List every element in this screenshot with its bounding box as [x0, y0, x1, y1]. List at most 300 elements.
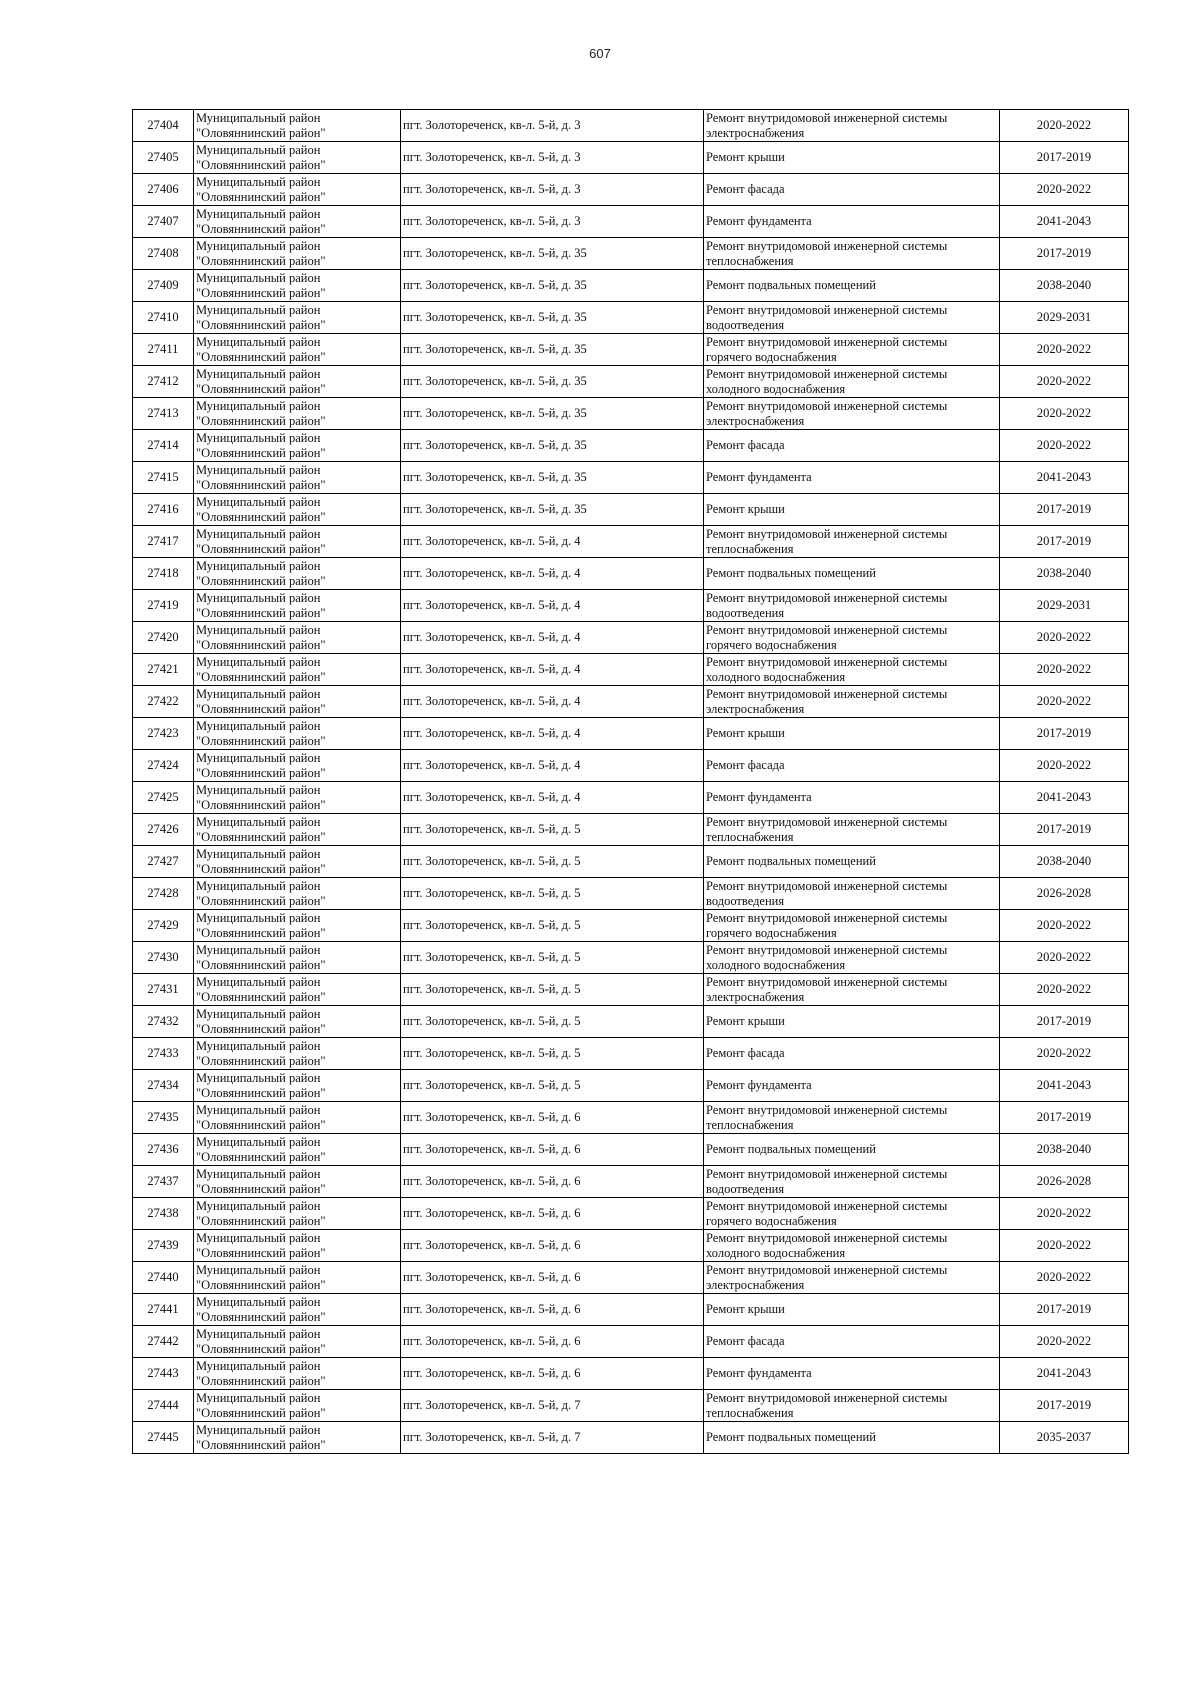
work-type-line-1: Ремонт внутридомовой инженерной системы	[706, 334, 948, 349]
period-cell: 2017-2019	[1000, 526, 1129, 558]
municipality-cell	[194, 142, 401, 174]
work-type-cell	[704, 878, 1000, 910]
row-number: 27438	[133, 1198, 194, 1230]
row-number: 27407	[133, 206, 194, 238]
work-type-cell	[704, 462, 1000, 494]
address-cell: пгт. Золотореченск, кв-л. 5-й, д. 6	[401, 1326, 704, 1358]
municipality-line-1: Муниципальный район	[196, 462, 321, 477]
municipality-line-2: "Оловяннинский район"	[196, 317, 326, 332]
row-number: 27437	[133, 1166, 194, 1198]
table-row	[133, 558, 1129, 590]
row-number: 27425	[133, 782, 194, 814]
address-cell: пгт. Золотореченск, кв-л. 5-й, д. 5	[401, 942, 704, 974]
municipality-line-1: Муниципальный район	[196, 174, 321, 189]
municipality-line-1: Муниципальный район	[196, 558, 321, 573]
address-cell: пгт. Золотореченск, кв-л. 5-й, д. 35	[401, 462, 704, 494]
address-cell: пгт. Золотореченск, кв-л. 5-й, д. 6	[401, 1166, 704, 1198]
municipality-line-1: Муниципальный район	[196, 846, 321, 861]
work-type-line-1: Ремонт крыши	[706, 1302, 785, 1316]
table-row	[133, 270, 1129, 302]
work-type-cell	[704, 590, 1000, 622]
period-cell: 2020-2022	[1000, 398, 1129, 430]
address-cell: пгт. Золотореченск, кв-л. 5-й, д. 6	[401, 1358, 704, 1390]
municipality-cell	[194, 494, 401, 526]
address-cell: пгт. Золотореченск, кв-л. 5-й, д. 5	[401, 1038, 704, 1070]
row-number: 27412	[133, 366, 194, 398]
work-type-line-2: теплоснабжения	[706, 253, 794, 268]
row-number: 27404	[133, 110, 194, 142]
row-number: 27436	[133, 1134, 194, 1166]
row-number: 27432	[133, 1006, 194, 1038]
municipality-cell	[194, 174, 401, 206]
work-type-line-2: водоотведения	[706, 893, 785, 908]
address-cell: пгт. Золотореченск, кв-л. 5-й, д. 4	[401, 750, 704, 782]
address-cell: пгт. Золотореченск, кв-л. 5-й, д. 6	[401, 1102, 704, 1134]
address-cell: пгт. Золотореченск, кв-л. 5-й, д. 4	[401, 782, 704, 814]
municipality-line-2: "Оловяннинский район"	[196, 125, 326, 140]
municipality-line-1: Муниципальный район	[196, 1422, 321, 1437]
table-row	[133, 622, 1129, 654]
work-type-cell	[704, 1422, 1000, 1454]
row-number: 27417	[133, 526, 194, 558]
municipality-cell	[194, 398, 401, 430]
municipality-line-2: "Оловяннинский район"	[196, 477, 326, 492]
work-type-line-2: холодного водоснабжения	[706, 1245, 846, 1260]
address-cell: пгт. Золотореченск, кв-л. 5-й, д. 3	[401, 110, 704, 142]
municipality-line-1: Муниципальный район	[196, 238, 321, 253]
municipality-cell	[194, 1262, 401, 1294]
period-cell: 2041-2043	[1000, 462, 1129, 494]
period-cell: 2026-2028	[1000, 878, 1129, 910]
table-row	[133, 1326, 1129, 1358]
work-type-line-2: электроснабжения	[706, 125, 805, 140]
work-type-line-1: Ремонт подвальных помещений	[706, 278, 876, 292]
table-row	[133, 1166, 1129, 1198]
municipality-cell	[194, 590, 401, 622]
work-type-line-2: теплоснабжения	[706, 541, 794, 556]
table-row	[133, 526, 1129, 558]
period-cell: 2017-2019	[1000, 1006, 1129, 1038]
period-cell: 2041-2043	[1000, 206, 1129, 238]
municipality-line-2: "Оловяннинский район"	[196, 861, 326, 876]
municipality-line-1: Муниципальный район	[196, 686, 321, 701]
table-row	[133, 1038, 1129, 1070]
period-cell: 2017-2019	[1000, 494, 1129, 526]
work-type-cell	[704, 1006, 1000, 1038]
municipality-line-2: "Оловяннинский район"	[196, 605, 326, 620]
municipality-line-1: Муниципальный район	[196, 142, 321, 157]
municipality-line-2: "Оловяннинский район"	[196, 1437, 326, 1452]
municipality-line-2: "Оловяннинский район"	[196, 733, 326, 748]
work-type-line-1: Ремонт крыши	[706, 726, 785, 740]
municipality-cell	[194, 526, 401, 558]
period-cell: 2041-2043	[1000, 782, 1129, 814]
table-row	[133, 910, 1129, 942]
address-cell: пгт. Золотореченск, кв-л. 5-й, д. 5	[401, 814, 704, 846]
work-type-cell	[704, 302, 1000, 334]
work-type-line-1: Ремонт крыши	[706, 502, 785, 516]
work-type-cell	[704, 366, 1000, 398]
address-cell: пгт. Золотореченск, кв-л. 5-й, д. 3	[401, 142, 704, 174]
address-cell: пгт. Золотореченск, кв-л. 5-й, д. 3	[401, 174, 704, 206]
table-row	[133, 142, 1129, 174]
work-type-cell	[704, 110, 1000, 142]
municipality-line-2: "Оловяннинский район"	[196, 1181, 326, 1196]
municipality-cell	[194, 206, 401, 238]
table-row	[133, 174, 1129, 206]
work-type-cell	[704, 1230, 1000, 1262]
work-type-line-2: горячего водоснабжения	[706, 349, 837, 364]
work-type-line-2: холодного водоснабжения	[706, 381, 846, 396]
work-type-line-1: Ремонт фасада	[706, 1334, 785, 1348]
address-cell: пгт. Золотореченск, кв-л. 5-й, д. 4	[401, 686, 704, 718]
period-cell: 2020-2022	[1000, 430, 1129, 462]
work-type-line-2: теплоснабжения	[706, 1405, 794, 1420]
work-type-line-2: горячего водоснабжения	[706, 1213, 837, 1228]
municipality-line-1: Муниципальный район	[196, 782, 321, 797]
work-type-cell	[704, 1070, 1000, 1102]
row-number: 27439	[133, 1230, 194, 1262]
work-type-cell	[704, 1102, 1000, 1134]
period-cell: 2038-2040	[1000, 1134, 1129, 1166]
municipality-line-1: Муниципальный район	[196, 334, 321, 349]
address-cell: пгт. Золотореченск, кв-л. 5-й, д. 5	[401, 974, 704, 1006]
municipality-line-2: "Оловяннинский район"	[196, 1373, 326, 1388]
period-cell: 2029-2031	[1000, 590, 1129, 622]
work-type-line-1: Ремонт фундамента	[706, 790, 812, 804]
work-type-cell	[704, 1134, 1000, 1166]
municipality-line-1: Муниципальный район	[196, 110, 321, 125]
municipality-line-2: "Оловяннинский район"	[196, 669, 326, 684]
work-type-line-1: Ремонт внутридомовой инженерной системы	[706, 878, 948, 893]
work-type-line-2: теплоснабжения	[706, 829, 794, 844]
period-cell: 2017-2019	[1000, 814, 1129, 846]
work-type-cell	[704, 238, 1000, 270]
municipality-line-1: Муниципальный район	[196, 526, 321, 541]
period-cell: 2020-2022	[1000, 974, 1129, 1006]
table-row	[133, 334, 1129, 366]
municipality-cell	[194, 1006, 401, 1038]
repair-schedule-table	[132, 109, 1129, 1454]
row-number: 27430	[133, 942, 194, 974]
work-type-cell	[704, 910, 1000, 942]
table-row	[133, 1262, 1129, 1294]
row-number: 27414	[133, 430, 194, 462]
municipality-line-1: Муниципальный район	[196, 974, 321, 989]
table-row	[133, 1422, 1129, 1454]
work-type-cell	[704, 622, 1000, 654]
municipality-line-2: "Оловяннинский район"	[196, 573, 326, 588]
municipality-line-2: "Оловяннинский район"	[196, 1021, 326, 1036]
work-type-line-2: холодного водоснабжения	[706, 669, 846, 684]
municipality-cell	[194, 686, 401, 718]
table-row	[133, 1294, 1129, 1326]
municipality-cell	[194, 238, 401, 270]
work-type-cell	[704, 846, 1000, 878]
work-type-cell	[704, 814, 1000, 846]
municipality-line-2: "Оловяннинский район"	[196, 829, 326, 844]
municipality-line-2: "Оловяннинский район"	[196, 637, 326, 652]
period-cell: 2020-2022	[1000, 366, 1129, 398]
work-type-line-1: Ремонт подвальных помещений	[706, 1142, 876, 1156]
table-row	[133, 750, 1129, 782]
work-type-line-2: горячего водоснабжения	[706, 637, 837, 652]
work-type-line-1: Ремонт внутридомовой инженерной системы	[706, 654, 948, 669]
municipality-line-2: "Оловяннинский район"	[196, 1053, 326, 1068]
work-type-line-2: теплоснабжения	[706, 1117, 794, 1132]
work-type-line-1: Ремонт фундамента	[706, 214, 812, 228]
row-number: 27429	[133, 910, 194, 942]
table-row	[133, 814, 1129, 846]
table-row	[133, 1134, 1129, 1166]
work-type-line-1: Ремонт фундамента	[706, 470, 812, 484]
municipality-line-2: "Оловяннинский район"	[196, 541, 326, 556]
table-row	[133, 494, 1129, 526]
municipality-line-1: Муниципальный район	[196, 430, 321, 445]
period-cell: 2041-2043	[1000, 1358, 1129, 1390]
row-number: 27431	[133, 974, 194, 1006]
municipality-cell	[194, 1294, 401, 1326]
table-row	[133, 1358, 1129, 1390]
work-type-cell	[704, 526, 1000, 558]
period-cell: 2017-2019	[1000, 718, 1129, 750]
municipality-cell	[194, 814, 401, 846]
work-type-line-2: электроснабжения	[706, 701, 805, 716]
address-cell: пгт. Золотореченск, кв-л. 5-й, д. 35	[401, 398, 704, 430]
municipality-cell	[194, 1326, 401, 1358]
work-type-cell	[704, 494, 1000, 526]
address-cell: пгт. Золотореченск, кв-л. 5-й, д. 6	[401, 1198, 704, 1230]
period-cell: 2020-2022	[1000, 110, 1129, 142]
row-number: 27428	[133, 878, 194, 910]
row-number: 27420	[133, 622, 194, 654]
work-type-line-1: Ремонт подвальных помещений	[706, 566, 876, 580]
table-row	[133, 846, 1129, 878]
work-type-line-1: Ремонт внутридомовой инженерной системы	[706, 590, 948, 605]
work-type-cell	[704, 334, 1000, 366]
period-cell: 2038-2040	[1000, 558, 1129, 590]
period-cell: 2017-2019	[1000, 238, 1129, 270]
address-cell: пгт. Золотореченск, кв-л. 5-й, д. 35	[401, 302, 704, 334]
work-type-cell	[704, 1038, 1000, 1070]
municipality-cell	[194, 1422, 401, 1454]
municipality-line-2: "Оловяннинский район"	[196, 509, 326, 524]
table-row	[133, 974, 1129, 1006]
address-cell: пгт. Золотореченск, кв-л. 5-й, д. 6	[401, 1230, 704, 1262]
municipality-line-1: Муниципальный район	[196, 942, 321, 957]
work-type-line-1: Ремонт внутридомовой инженерной системы	[706, 366, 948, 381]
work-type-cell	[704, 1294, 1000, 1326]
period-cell: 2020-2022	[1000, 654, 1129, 686]
period-cell: 2029-2031	[1000, 302, 1129, 334]
table-row	[133, 878, 1129, 910]
work-type-line-2: электроснабжения	[706, 989, 805, 1004]
municipality-line-1: Муниципальный район	[196, 622, 321, 637]
municipality-cell	[194, 110, 401, 142]
row-number: 27424	[133, 750, 194, 782]
address-cell: пгт. Золотореченск, кв-л. 5-й, д. 35	[401, 366, 704, 398]
work-type-line-1: Ремонт фасада	[706, 1046, 785, 1060]
municipality-cell	[194, 1390, 401, 1422]
work-type-cell	[704, 1390, 1000, 1422]
work-type-line-1: Ремонт внутридомовой инженерной системы	[706, 1230, 948, 1245]
work-type-line-1: Ремонт внутридомовой инженерной системы	[706, 622, 948, 637]
work-type-line-1: Ремонт фундамента	[706, 1366, 812, 1380]
work-type-cell	[704, 974, 1000, 1006]
work-type-line-1: Ремонт фасада	[706, 182, 785, 196]
row-number: 27441	[133, 1294, 194, 1326]
address-cell: пгт. Золотореченск, кв-л. 5-й, д. 4	[401, 590, 704, 622]
work-type-cell	[704, 1166, 1000, 1198]
work-type-line-1: Ремонт внутридомовой инженерной системы	[706, 974, 948, 989]
municipality-cell	[194, 846, 401, 878]
municipality-cell	[194, 1358, 401, 1390]
municipality-line-1: Муниципальный район	[196, 878, 321, 893]
table-row	[133, 1102, 1129, 1134]
work-type-line-1: Ремонт внутридомовой инженерной системы	[706, 110, 948, 125]
period-cell: 2020-2022	[1000, 1326, 1129, 1358]
row-number: 27419	[133, 590, 194, 622]
work-type-cell	[704, 1262, 1000, 1294]
period-cell: 2041-2043	[1000, 1070, 1129, 1102]
address-cell: пгт. Золотореченск, кв-л. 5-й, д. 35	[401, 270, 704, 302]
municipality-line-2: "Оловяннинский район"	[196, 285, 326, 300]
municipality-line-1: Муниципальный район	[196, 718, 321, 733]
municipality-cell	[194, 878, 401, 910]
municipality-cell	[194, 558, 401, 590]
period-cell: 2017-2019	[1000, 142, 1129, 174]
work-type-line-1: Ремонт внутридомовой инженерной системы	[706, 398, 948, 413]
work-type-line-1: Ремонт крыши	[706, 1014, 785, 1028]
work-type-line-1: Ремонт внутридомовой инженерной системы	[706, 1102, 948, 1117]
work-type-cell	[704, 942, 1000, 974]
work-type-line-1: Ремонт подвальных помещений	[706, 854, 876, 868]
work-type-cell	[704, 750, 1000, 782]
period-cell: 2017-2019	[1000, 1390, 1129, 1422]
row-number: 27418	[133, 558, 194, 590]
municipality-line-2: "Оловяннинский район"	[196, 221, 326, 236]
work-type-line-1: Ремонт подвальных помещений	[706, 1430, 876, 1444]
period-cell: 2017-2019	[1000, 1294, 1129, 1326]
table-row	[133, 590, 1129, 622]
work-type-cell	[704, 270, 1000, 302]
municipality-cell	[194, 782, 401, 814]
municipality-line-1: Муниципальный район	[196, 1262, 321, 1277]
address-cell: пгт. Золотореченск, кв-л. 5-й, д. 3	[401, 206, 704, 238]
work-type-cell	[704, 558, 1000, 590]
municipality-cell	[194, 622, 401, 654]
municipality-line-1: Муниципальный район	[196, 1198, 321, 1213]
municipality-cell	[194, 654, 401, 686]
municipality-line-2: "Оловяннинский район"	[196, 1085, 326, 1100]
address-cell: пгт. Золотореченск, кв-л. 5-й, д. 5	[401, 1006, 704, 1038]
row-number: 27408	[133, 238, 194, 270]
municipality-line-2: "Оловяннинский район"	[196, 1341, 326, 1356]
work-type-line-1: Ремонт внутридомовой инженерной системы	[706, 1262, 948, 1277]
municipality-line-1: Муниципальный район	[196, 1038, 321, 1053]
period-cell: 2017-2019	[1000, 1102, 1129, 1134]
work-type-cell	[704, 1326, 1000, 1358]
address-cell: пгт. Золотореченск, кв-л. 5-й, д. 6	[401, 1134, 704, 1166]
row-number: 27411	[133, 334, 194, 366]
municipality-line-1: Муниципальный район	[196, 494, 321, 509]
row-number: 27440	[133, 1262, 194, 1294]
work-type-line-1: Ремонт фасада	[706, 758, 785, 772]
work-type-cell	[704, 686, 1000, 718]
address-cell: пгт. Золотореченск, кв-л. 5-й, д. 5	[401, 910, 704, 942]
work-type-line-2: водоотведения	[706, 605, 785, 620]
table-row	[133, 1006, 1129, 1038]
address-cell: пгт. Золотореченск, кв-л. 5-й, д. 35	[401, 238, 704, 270]
address-cell: пгт. Золотореченск, кв-л. 5-й, д. 5	[401, 1070, 704, 1102]
municipality-cell	[194, 1038, 401, 1070]
municipality-line-2: "Оловяннинский район"	[196, 797, 326, 812]
table-row	[133, 462, 1129, 494]
row-number: 27426	[133, 814, 194, 846]
table-row	[133, 430, 1129, 462]
municipality-line-1: Муниципальный район	[196, 1390, 321, 1405]
municipality-line-1: Муниципальный район	[196, 1230, 321, 1245]
row-number: 27422	[133, 686, 194, 718]
row-number: 27423	[133, 718, 194, 750]
address-cell: пгт. Золотореченск, кв-л. 5-й, д. 35	[401, 430, 704, 462]
work-type-line-1: Ремонт внутридомовой инженерной системы	[706, 814, 948, 829]
municipality-line-2: "Оловяннинский район"	[196, 765, 326, 780]
municipality-line-1: Муниципальный район	[196, 750, 321, 765]
municipality-cell	[194, 462, 401, 494]
municipality-line-1: Муниципальный район	[196, 206, 321, 221]
municipality-cell	[194, 270, 401, 302]
address-cell: пгт. Золотореченск, кв-л. 5-й, д. 4	[401, 558, 704, 590]
row-number: 27413	[133, 398, 194, 430]
row-number: 27442	[133, 1326, 194, 1358]
municipality-line-2: "Оловяннинский район"	[196, 893, 326, 908]
municipality-line-2: "Оловяннинский район"	[196, 253, 326, 268]
municipality-line-1: Муниципальный район	[196, 366, 321, 381]
period-cell: 2020-2022	[1000, 334, 1129, 366]
row-number: 27427	[133, 846, 194, 878]
period-cell: 2020-2022	[1000, 1198, 1129, 1230]
address-cell: пгт. Золотореченск, кв-л. 5-й, д. 6	[401, 1262, 704, 1294]
municipality-cell	[194, 366, 401, 398]
address-cell: пгт. Золотореченск, кв-л. 5-й, д. 6	[401, 1294, 704, 1326]
municipality-line-2: "Оловяннинский район"	[196, 189, 326, 204]
work-type-line-1: Ремонт внутридомовой инженерной системы	[706, 1390, 948, 1405]
municipality-line-1: Муниципальный район	[196, 1134, 321, 1149]
work-type-line-1: Ремонт фундамента	[706, 1078, 812, 1092]
municipality-cell	[194, 1166, 401, 1198]
work-type-cell	[704, 654, 1000, 686]
work-type-cell	[704, 398, 1000, 430]
table-row	[133, 1070, 1129, 1102]
row-number: 27434	[133, 1070, 194, 1102]
period-cell: 2035-2037	[1000, 1422, 1129, 1454]
municipality-line-2: "Оловяннинский район"	[196, 925, 326, 940]
table-row	[133, 1390, 1129, 1422]
work-type-line-1: Ремонт внутридомовой инженерной системы	[706, 302, 948, 317]
row-number: 27410	[133, 302, 194, 334]
municipality-line-2: "Оловяннинский район"	[196, 989, 326, 1004]
address-cell: пгт. Золотореченск, кв-л. 5-й, д. 35	[401, 494, 704, 526]
work-type-line-1: Ремонт внутридомовой инженерной системы	[706, 910, 948, 925]
period-cell: 2020-2022	[1000, 174, 1129, 206]
period-cell: 2020-2022	[1000, 750, 1129, 782]
address-cell: пгт. Золотореченск, кв-л. 5-й, д. 4	[401, 654, 704, 686]
work-type-line-1: Ремонт внутридомовой инженерной системы	[706, 1166, 948, 1181]
work-type-line-1: Ремонт внутридомовой инженерной системы	[706, 942, 948, 957]
municipality-line-1: Муниципальный район	[196, 814, 321, 829]
municipality-line-2: "Оловяннинский район"	[196, 1213, 326, 1228]
